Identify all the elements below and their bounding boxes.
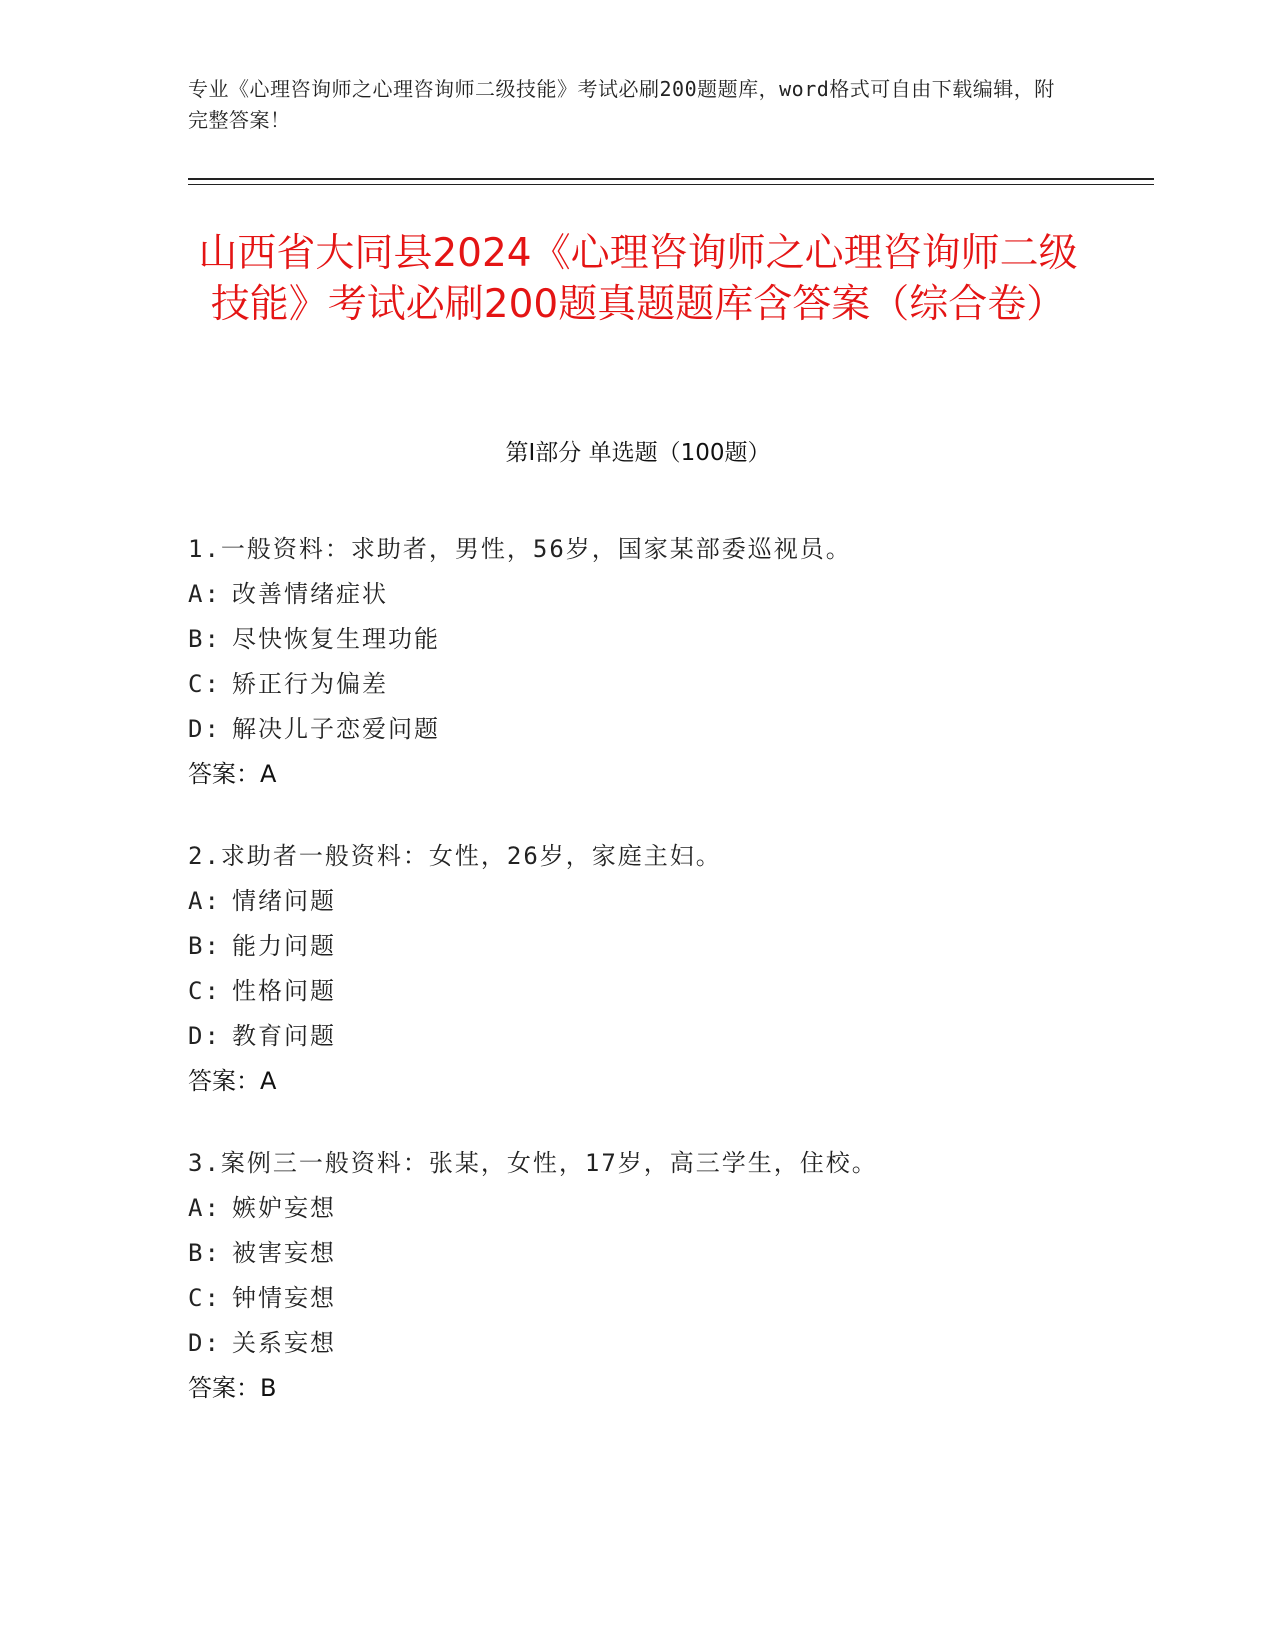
option-text: 被害妄想 <box>232 1239 336 1267</box>
option-label: B: <box>188 932 221 960</box>
option-b <box>188 617 1128 662</box>
option-text: 情绪问题 <box>232 887 336 915</box>
option-text: 性格问题 <box>232 977 336 1005</box>
option-label: A: <box>188 1194 221 1222</box>
option-label: C: <box>188 977 221 1005</box>
option-label: C: <box>188 1284 221 1312</box>
question-stem: 1.一般资料：求助者，男性，56岁，国家某部委巡视员。 <box>188 535 852 563</box>
question-item <box>188 527 1128 797</box>
option-text: 改善情绪症状 <box>232 580 388 608</box>
option-c <box>188 1276 1128 1321</box>
option-text: 能力问题 <box>232 932 336 960</box>
option-text: 矫正行为偏差 <box>232 670 388 698</box>
option-d <box>188 1014 1128 1059</box>
option-c <box>188 662 1128 707</box>
option-text: 钟情妄想 <box>232 1284 336 1312</box>
option-label: C: <box>188 670 221 698</box>
question-stem: 3.案例三一般资料：张某，女性，17岁，高三学生，住校。 <box>188 1149 878 1177</box>
option-c <box>188 969 1128 1014</box>
option-label: D: <box>188 715 221 743</box>
answer-line: 答案：A <box>188 760 277 788</box>
section-title: 第Ⅰ部分 单选题（100题） <box>505 440 771 466</box>
option-label: D: <box>188 1329 221 1357</box>
option-label: A: <box>188 887 221 915</box>
option-text: 教育问题 <box>232 1022 336 1050</box>
document-title: 山西省大同县2024《心理咨询师之心理咨询师二级技能》考试必刷200题真题题库含答案（综合卷） <box>198 231 1078 327</box>
header-rule-thick <box>188 178 1154 180</box>
option-d <box>188 1321 1128 1366</box>
option-label: B: <box>188 625 221 653</box>
question-list <box>188 527 1128 1448</box>
answer-line: 答案：B <box>188 1374 277 1402</box>
option-d <box>188 707 1128 752</box>
option-a <box>188 572 1128 617</box>
option-text: 尽快恢复生理功能 <box>232 625 440 653</box>
header-rule-thin <box>188 184 1154 185</box>
option-a <box>188 879 1128 924</box>
option-b <box>188 1231 1128 1276</box>
question-item <box>188 834 1128 1104</box>
header-note: 专业《心理咨询师之心理咨询师二级技能》考试必刷200题题库，word格式可自由下载编辑，附完整答案！ <box>188 77 1055 132</box>
option-text: 嫉妒妄想 <box>232 1194 336 1222</box>
option-label: D: <box>188 1022 221 1050</box>
question-stem: 2.求助者一般资料：女性，26岁，家庭主妇。 <box>188 842 722 870</box>
option-a <box>188 1186 1128 1231</box>
option-text: 解决儿子恋爱问题 <box>232 715 440 743</box>
answer-line: 答案：A <box>188 1067 277 1095</box>
option-b <box>188 924 1128 969</box>
question-item <box>188 1141 1128 1411</box>
option-label: B: <box>188 1239 221 1267</box>
option-text: 关系妄想 <box>232 1329 336 1357</box>
option-label: A: <box>188 580 221 608</box>
